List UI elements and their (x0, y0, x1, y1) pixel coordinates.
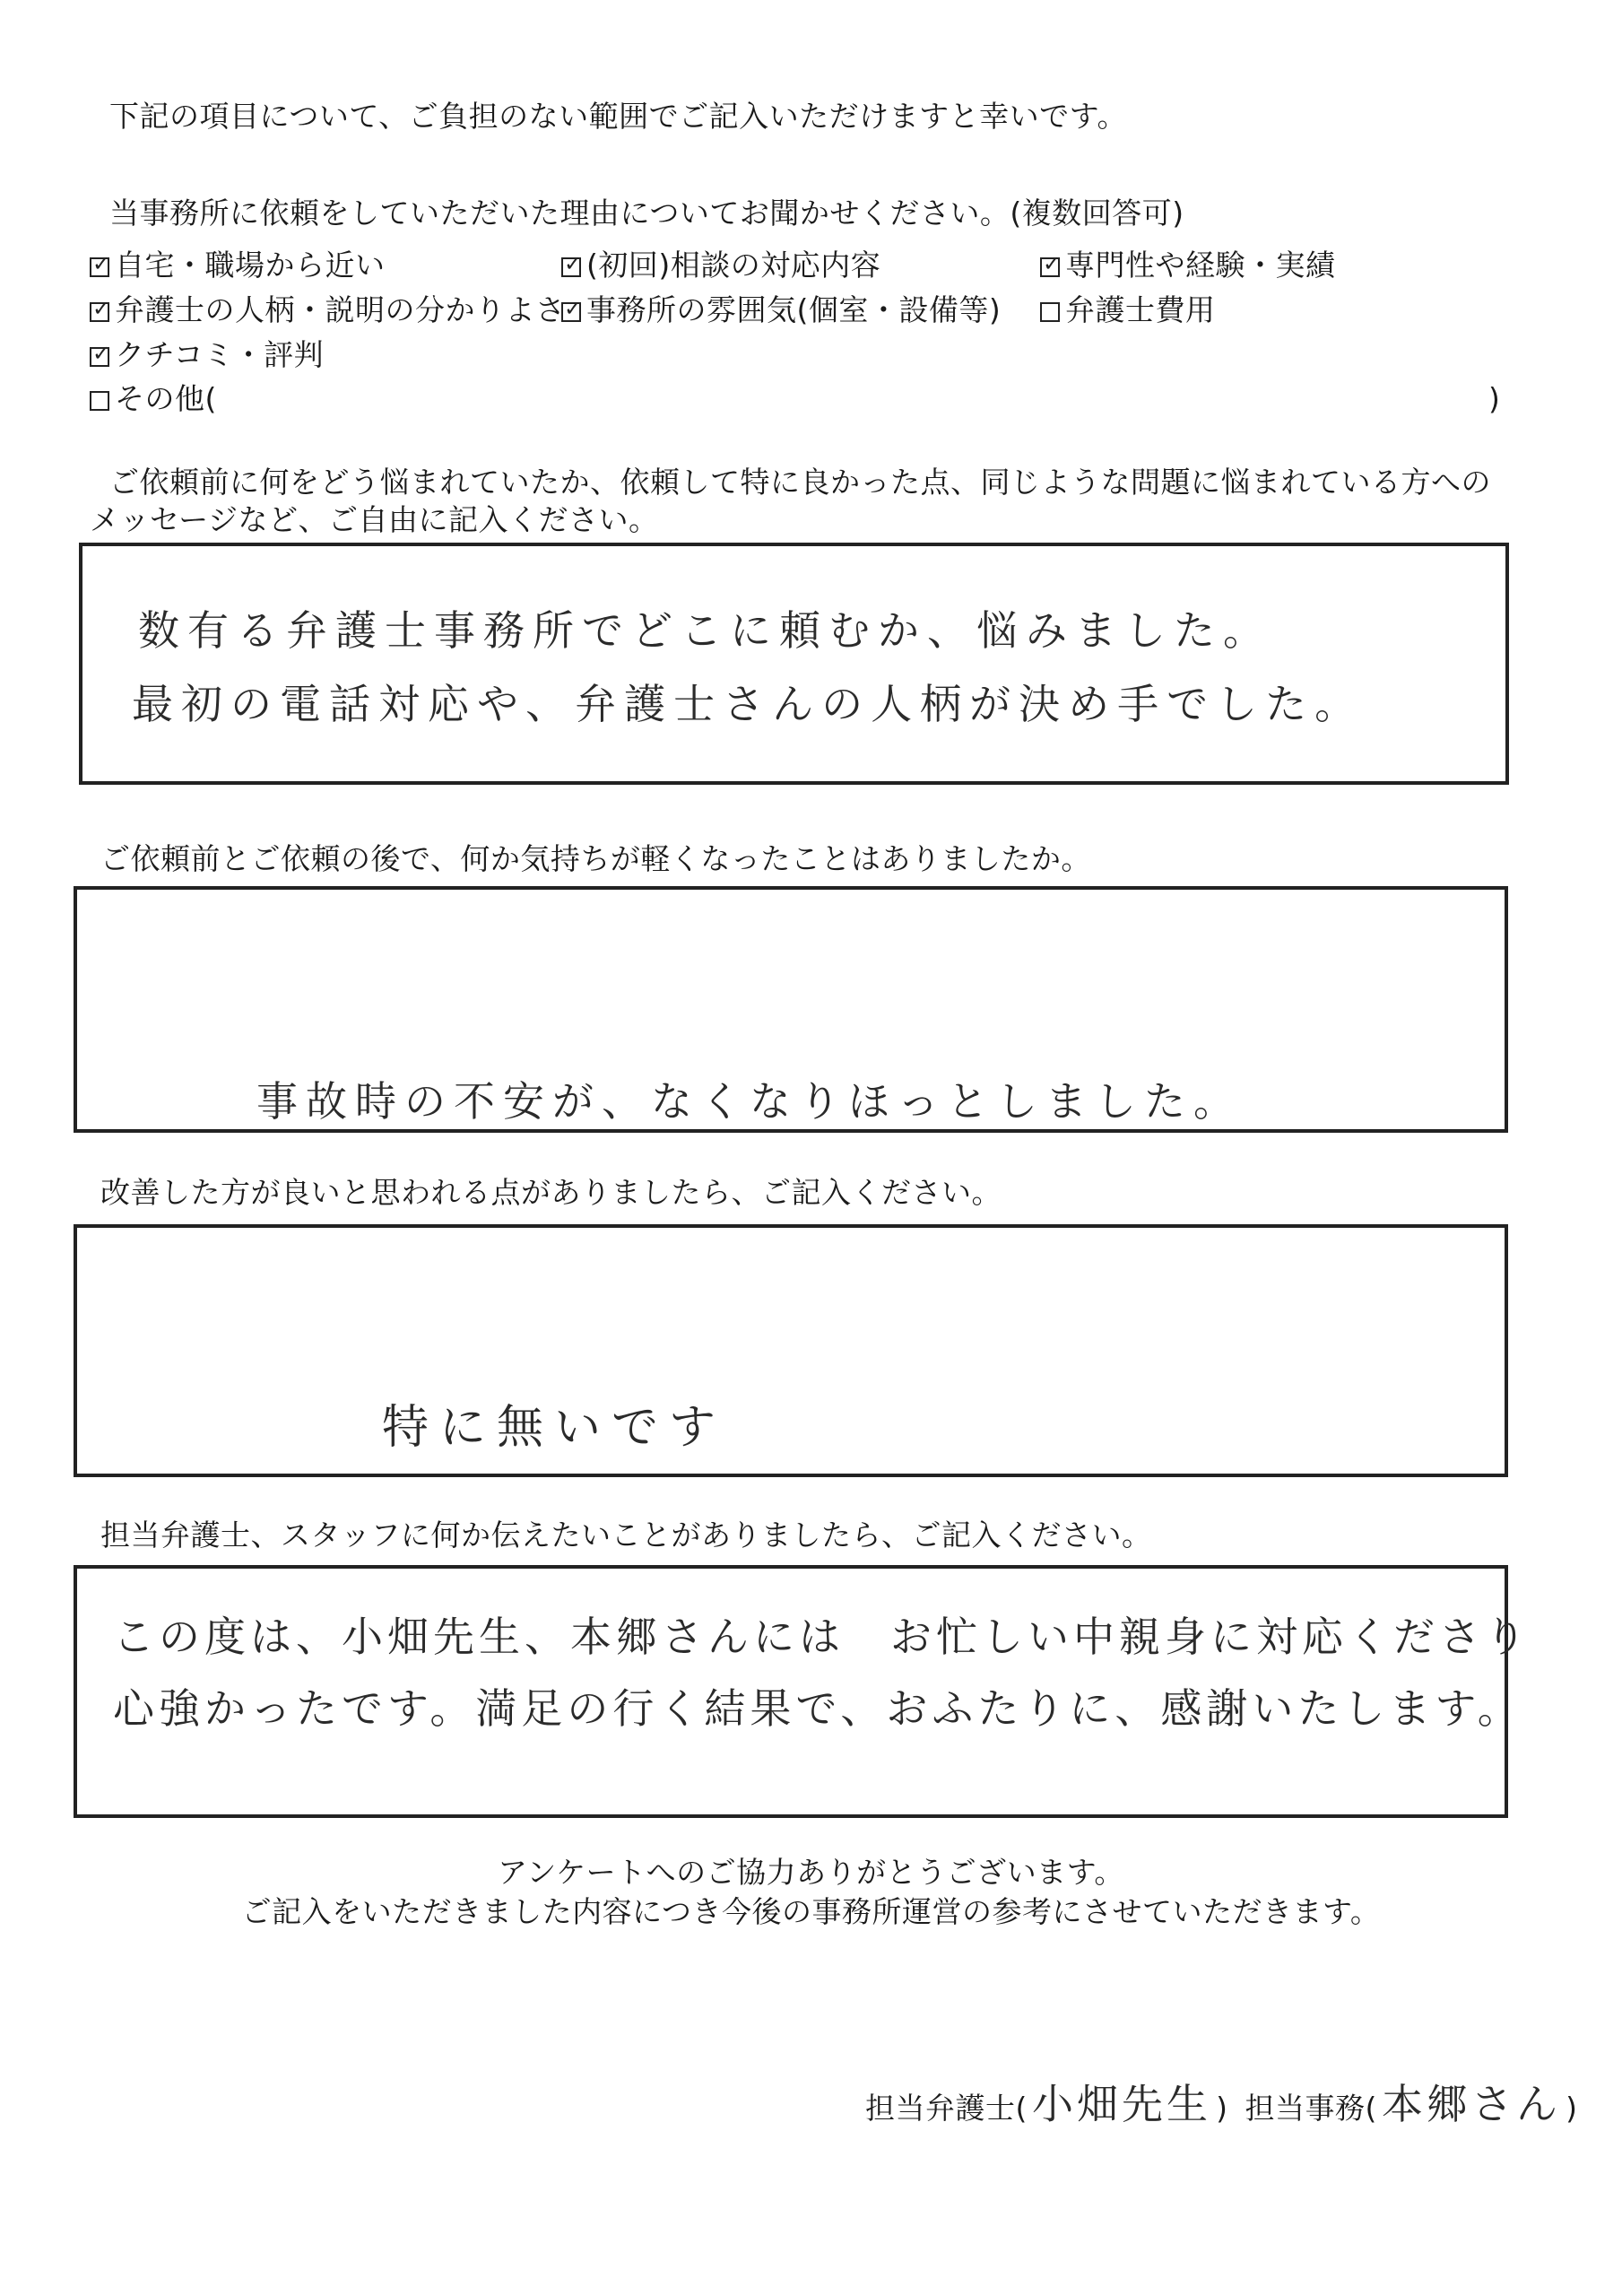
q5-label: 担当弁護士、スタッフに何か伝えたいことがありましたら、ご記入ください。 (100, 1518, 1152, 1552)
lawyer-name[interactable]: 小畑先生 (1031, 2080, 1211, 2128)
staff-label: 担当事務( (1245, 2091, 1377, 2126)
q4-answer-box[interactable] (74, 1224, 1508, 1477)
q2-label-line1: ご依頼前に何をどう悩まれていたか、依頼して特に良かった点、同じような問題に悩まれている方への (109, 465, 1491, 500)
q2-answer-box[interactable] (79, 543, 1509, 785)
option-near-home[interactable]: ✓自宅・職場から近い (90, 248, 386, 283)
q2-answer-line2: 最初の電話対応や、弁護士さんの人柄が決め手でした。 (132, 680, 1365, 728)
checkbox-icon[interactable] (90, 302, 109, 322)
q4-label: 改善した方が良いと思われる点がありましたら、ご記入ください。 (100, 1175, 1002, 1210)
q5-answer-box[interactable] (74, 1565, 1531, 1818)
q5-answer-line1: この度は、小畑先生、本郷さんには お忙しい中親身に対応くださり (113, 1613, 1531, 1661)
footer-assignees (865, 2072, 1577, 2131)
checkbox-icon[interactable] (561, 302, 581, 322)
staff-close: ) (1566, 2091, 1578, 2126)
option-other-close: ) (1488, 381, 1501, 416)
checkbox-icon[interactable] (1040, 257, 1060, 277)
closing-line2: ご記入をいただきました内容につき今後の事務所運営の参考にさせていただきます。 (241, 1894, 1381, 1929)
checkbox-icon[interactable] (90, 391, 109, 411)
q1-label: 当事務所に依頼をしていただいた理由についてお聞かせください。(複数回答可) (109, 196, 1184, 230)
q5-answer-line2: 心強かったです。満足の行く結果で、おふたりに、感謝いたします。 (113, 1684, 1523, 1733)
checkbox-icon[interactable] (561, 257, 581, 277)
option-reviews[interactable]: ✓クチコミ・評判 (90, 337, 324, 373)
q3-answer-box[interactable] (74, 886, 1508, 1133)
q3-answer: 事故時の不安が、なくなりほっとしました。 (256, 1077, 1243, 1126)
q3-label: ご依頼前とご依頼の後で、何か気持ちが軽くなったことはありましたか。 (100, 841, 1091, 876)
option-consultation[interactable]: ✓ (初回)相談の対応内容 (561, 248, 880, 283)
option-lawyer-personality[interactable]: ✓弁護士の人柄・説明の分かりよさ (90, 292, 566, 328)
lawyer-label: 担当弁護士( (865, 2091, 1028, 2126)
staff-name[interactable]: 本郷さん (1382, 2080, 1561, 2128)
option-fees[interactable]: 弁護士費用 (1040, 292, 1216, 328)
q2-label-line2: メッセージなど、ご自由に記入ください。 (90, 502, 659, 537)
q4-answer: 特に無いです (382, 1401, 727, 1455)
checkbox-icon[interactable] (90, 257, 109, 277)
option-expertise[interactable]: ✓ 専門性や経験・実績 (1040, 248, 1336, 283)
lawyer-close: ) (1216, 2091, 1228, 2126)
checkbox-icon[interactable] (90, 347, 109, 367)
q2-answer-line1: 数有る弁護士事務所でどこに頼むか、悩みました。 (138, 606, 1272, 655)
closing-line1: アンケートへのご協力ありがとうございます。 (498, 1855, 1124, 1890)
intro-text: 下記の項目について、ご負担のない範囲でご記入いただけますと幸いです。 (109, 99, 1128, 134)
checkbox-icon[interactable] (1040, 302, 1060, 322)
option-office-atmosphere[interactable]: ✓ 事務所の雰囲気(個室・設備等) (561, 292, 1001, 328)
option-other[interactable]: その他( (90, 381, 217, 417)
